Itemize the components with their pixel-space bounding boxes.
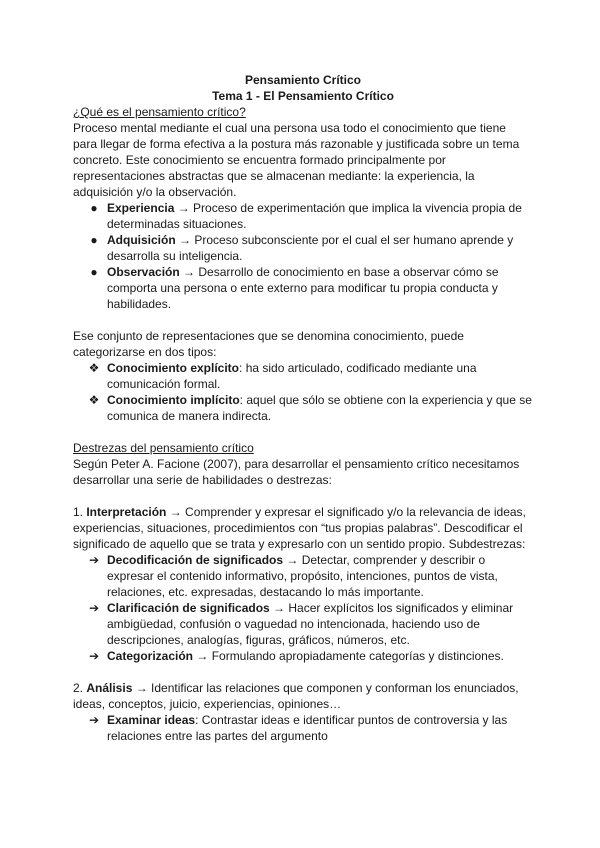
bullet-marker: ● xyxy=(90,201,98,215)
section2-heading: Destrezas del pensamiento crítico xyxy=(73,441,254,455)
section1-heading: ¿Qué es el pensamiento crítico? xyxy=(73,105,246,119)
section2-intro: Según Peter A. Facione (2007), para desarrollar el pensamiento crítico necesitamos desarrollar una serie de habilidades o destrezas: xyxy=(73,457,520,487)
list-item-categorizacion: ➔ Categorización → Formulando apropiadamente categorías y distinciones. xyxy=(88,649,504,663)
definition: Detectar, comprender y describir o expresar el contenido informativo, propósito, intenciones, puntos de vista, relaciones, etc. expresadas, destacando lo más importante. xyxy=(107,553,498,599)
definition: aquel que sólo se obtiene con la experiencia y que se comunica de manera indirecta. xyxy=(107,393,532,423)
arrow-bullet-icon: ➔ xyxy=(88,553,100,567)
definition: Contrastar ideas e identificar puntos de controversia y las relaciones entre las partes del argumento xyxy=(107,713,508,743)
term: Adquisición xyxy=(107,233,176,247)
document-title: Pensamiento Crítico xyxy=(244,73,362,87)
document-subtitle: Tema 1 - El Pensamiento Crítico xyxy=(212,89,394,103)
term: Clarificación de significados xyxy=(107,601,270,615)
list-item-clarificacion: ➔ Clarificación de significados → Hacer explícitos los significados y eliminar ambigüedad, confusión o vaguedad no intencionada, haciendo uso de descripciones, analogías, figuras, gráficos, números, etc. xyxy=(88,601,514,647)
skill-interpretacion: 1. Interpretación → Comprender y expresar el significado y/o la relevancia de ideas, experiencias, situaciones, procedimientos con “tus propias palabras”. Descodificar el significado de aquello que se trata y expresarlo con un sentido propio. Subdestrezas: xyxy=(73,505,526,551)
skill-term: Análisis xyxy=(86,681,133,695)
definition: Hacer explícitos los significados y eliminar ambigüedad, confusión o vaguedad no intencionada, haciendo uso de descripciones, analogías, figuras, gráficos, números, etc. xyxy=(107,601,514,647)
section1-intro: Proceso mental mediante el cual una persona usa todo el conocimiento que tiene para llegar de forma efectiva a la postura más razonable y justificada sobre un tema concreto. Este conocimiento se encuentra formado principalmente por representaciones abstractas que se almacenan mediante: la experiencia, la adquisición y/o la observación. xyxy=(73,121,520,199)
list-item-observacion: ● Observación → Desarrollo de conocimiento en base a observar cómo se comporta una persona o ente externo para modificar tu propia conducta y habilidades. xyxy=(73,264,533,312)
skill-description: Comprender y expresar el significado y/o la relevancia de ideas, experiencias, situaciones, procedimientos con “tus propias palabras”. Descodificar el significado de aquello que se trata y expresarlo con un sentido propio. Subdestrezas: xyxy=(73,505,526,551)
list-item-examinar-ideas: ➔ Examinar ideas: Contrastar ideas e identificar puntos de controversia y las relaciones entre las partes del argumento xyxy=(88,713,508,743)
arrow-bullet-icon: ➔ xyxy=(88,649,100,663)
arrow-bullet-icon: ➔ xyxy=(88,601,100,615)
term: Observación xyxy=(107,265,180,279)
skill-term: Interpretación xyxy=(86,505,167,519)
list-item-experiencia: ● Experiencia → Proceso de experimentación que implica la vivencia propia de determinadas situaciones. xyxy=(73,200,533,232)
skill-analisis: 2. Análisis → Identificar las relaciones que componen y conforman los enunciados, ideas, conceptos, juicio, experiencias, opiniones… xyxy=(73,681,519,711)
arrow-bullet-icon: ➔ xyxy=(88,713,100,727)
diamond-bullet-icon: ❖ xyxy=(88,361,100,375)
term: Conocimiento explícito xyxy=(107,361,240,375)
bullet-marker: ● xyxy=(90,265,98,279)
definition: Desarrollo de conocimiento en base a observar cómo se comporta una persona o ente externo para modificar tu propia conducta y habilidades. xyxy=(107,265,499,311)
list-item-implicito: ❖ Conocimiento implícito: aquel que sólo se obtiene con la experiencia y que se comunica de manera indirecta. xyxy=(88,393,532,423)
definition: Proceso de experimentación que implica la vivencia propia de determinadas situaciones. xyxy=(107,201,522,231)
term: Experiencia xyxy=(107,201,175,215)
definition: Formulando apropiadamente categorías y distinciones. xyxy=(211,649,504,663)
types-intro: Ese conjunto de representaciones que se denomina conocimiento, puede categorizarse en dos tipos: xyxy=(73,329,464,359)
bullet-marker: ● xyxy=(90,233,98,247)
definition: Proceso subconsciente por el cual el ser humano aprende y desarrolla su inteligencia. xyxy=(107,233,514,263)
list-item-decodificacion: ➔ Decodificación de significados → Detectar, comprender y describir o expresar el contenido informativo, propósito, intenciones, puntos de vista, relaciones, etc. expresadas, destacando lo más importante. xyxy=(88,553,498,599)
term: Decodificación de significados xyxy=(107,553,284,567)
definition: ha sido articulado, codificado mediante una comunicación formal. xyxy=(107,361,477,391)
term: Examinar ideas xyxy=(107,713,196,727)
term: Conocimiento implícito xyxy=(107,393,240,407)
term: Categorización xyxy=(107,649,194,663)
diamond-bullet-icon: ❖ xyxy=(88,393,100,407)
document-body xyxy=(73,72,533,744)
skill-description: Identificar las relaciones que componen y conforman los enunciados, ideas, conceptos, juicio, experiencias, opiniones… xyxy=(73,681,519,711)
list-item-explicito: ❖ Conocimiento explícito: ha sido articulado, codificado mediante una comunicación formal. xyxy=(88,361,477,391)
list-item-adquisicion: ● Adquisición → Proceso subconsciente por el cual el ser humano aprende y desarrolla su inteligencia. xyxy=(73,232,533,264)
